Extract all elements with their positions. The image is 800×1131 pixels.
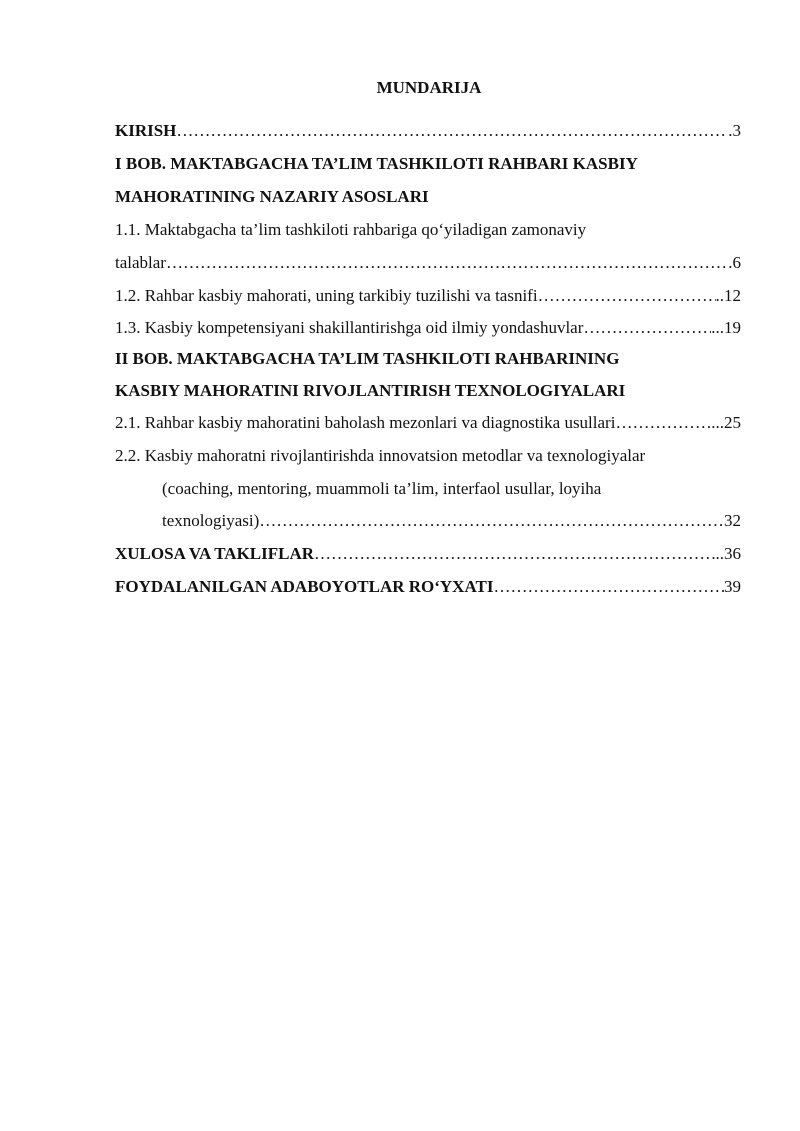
toc-leader-dots: [166, 252, 728, 274]
toc-page-number: 39: [724, 577, 741, 596]
toc-page-number: .6: [728, 253, 741, 272]
chapter2-heading-line2: KASBIY MAHORATINI RIVOJLANTIRISH TEXNOLOGIYALARI: [115, 381, 626, 400]
chapter2-heading-line1: II BOB. MAKTABGACHA TA’LIM TASHKILOTI RAHBARINING: [115, 349, 620, 368]
toc-entry-2-1: [115, 412, 741, 434]
chapter1-heading-line1: I BOB. MAKTABGACHA TA’LIM TASHKILOTI RAHBARI KASBIY: [115, 154, 638, 173]
toc-entry-2-2: [162, 510, 741, 532]
toc-leader-dots: [615, 412, 711, 434]
toc-label: FOYDALANILGAN ADABOYOTLAR RO‘YXATI: [115, 577, 494, 596]
toc-label: talablar: [115, 253, 166, 272]
toc-page-number: 32: [724, 511, 741, 530]
toc-entry-1-1-line1: 1.1. Maktabgacha ta’lim tashkiloti rahbariga qo‘yiladigan zamonaviy: [115, 220, 587, 239]
toc-leader-dots: [176, 120, 728, 142]
toc-entry-1-3: [115, 317, 741, 339]
toc-entry-intro: [115, 120, 741, 142]
toc-label: KIRISH: [115, 121, 177, 140]
toc-leader-dots: [493, 576, 724, 598]
page-title: MUNDARIJA: [376, 78, 482, 97]
toc-entry-2-2-line2: (coaching, mentoring, muammoli ta’lim, interfaol usullar, loyiha: [162, 479, 602, 498]
toc-label: XULOSA VA TAKLIFLAR: [115, 544, 315, 563]
toc-entry-2-2-line1: 2.2. Kasbiy mahoratni rivojlantirishda innovatsion metodlar va texnologiyalar: [115, 446, 646, 465]
toc-entry-conclusion: [115, 543, 741, 565]
toc-leader-dots: [583, 317, 711, 339]
toc-page-number: ...25: [711, 413, 741, 432]
toc-page-number: .3: [728, 121, 741, 140]
toc-leader-dots: [538, 285, 716, 307]
toc-page-number: ..12: [715, 286, 741, 305]
toc-label: 2.1. Rahbar kasbiy mahoratini baholash mezonlari va diagnostika usullari: [115, 413, 616, 432]
toc-page-number: ...19: [711, 318, 741, 337]
toc-page-number: ..36: [715, 544, 741, 563]
toc-leader-dots: [259, 510, 724, 532]
toc-entry-references: [115, 576, 741, 598]
toc-label: 1.2. Rahbar kasbiy mahorati, uning tarkibiy tuzilishi va tasnifi: [115, 286, 538, 305]
toc-label: 1.3. Kasbiy kompetensiyani shakillantirishga oid ilmiy yondashuvlar: [115, 318, 584, 337]
toc-leader-dots: [314, 543, 715, 565]
toc-label: texnologiyasi): [162, 511, 260, 530]
toc-entry-1-1: [115, 252, 741, 274]
toc-entry-1-2: [115, 285, 741, 307]
chapter1-heading-line2: MAHORATINING NAZARIY ASOSLARI: [115, 187, 429, 206]
